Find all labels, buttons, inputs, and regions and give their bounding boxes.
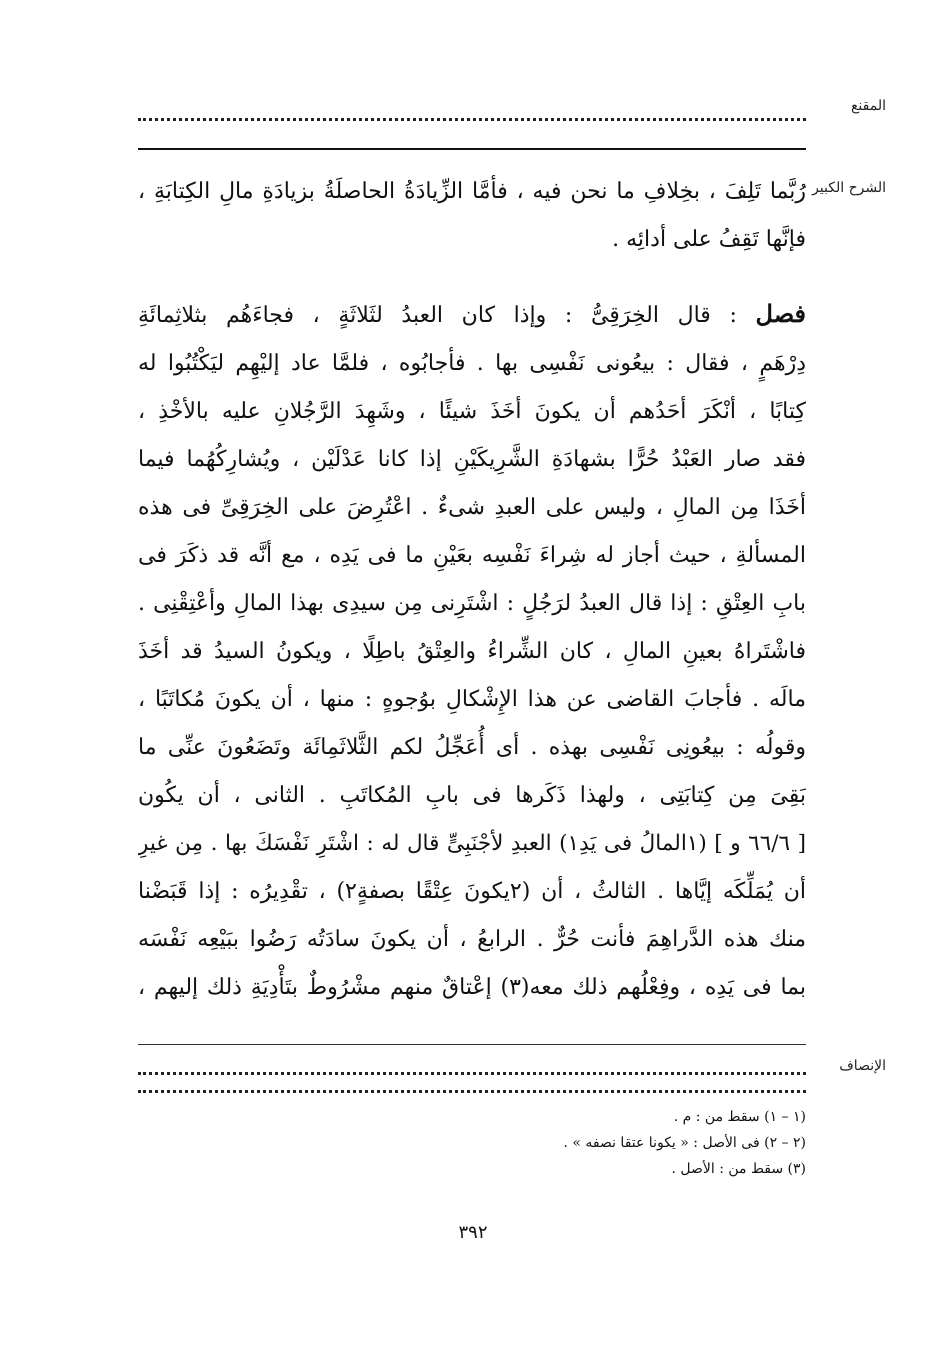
section-line bbox=[138, 290, 806, 340]
footnote: (١ – ١) سقط من : م . bbox=[673, 1109, 806, 1125]
section-heading-word: فصل bbox=[755, 299, 806, 328]
section-line: أن يُمَلِّكَه إيَّاها . الثالثُ ، أن (٢يكونَ عِتْقًا بصفةٍ٢) ، تقْدِيرُه : إذا قَبَضْنا bbox=[138, 879, 806, 904]
section-line: منك هذه الدَّراهِمَ فأنت حُرٌّ . الرابعُ ، أن يكونَ سادَتُه رَضُوا ببَيْعِه نَفْسَه bbox=[138, 927, 806, 952]
section-line: بابِ العِتْقِ : إذا قال العبدُ لرَجُلٍ : اشْتَرِنى مِن سيدِى بهذا المالِ وأعْتِقْنِى . bbox=[138, 591, 806, 616]
section-line: بما فى يَدِه ، وفِعْلُهم ذلك معه(٣) إعْتاقٌ منهم مشْرُوطٌ بتَأْدِيَةِ ذلك إليهم ، bbox=[138, 975, 806, 1000]
footnote: (٢ – ٢) فى الأصل : « يكونا عتقا نصفه » . bbox=[563, 1135, 806, 1151]
section-line: فقد صار العَبْدُ حُرًّا بشهادَةِ الشَّرِيكَيْنِ إذا كانا عَدْلَيْن ، ويُشارِكُهُما فيما bbox=[138, 447, 806, 472]
commentary-text bbox=[138, 168, 806, 264]
footnotes bbox=[306, 1104, 806, 1182]
section-line: المسألةِ ، حيث أجاز له شِراءَ نَفْسِه بعَيْنِ ما فى يَدِه ، مع أنَّه قد ذكَرَ فى bbox=[138, 543, 806, 568]
section-line: أخَذَا مِن المالِ ، وليس على العبدِ شىءٌ . اعْتُرِضَ على الخِرَقِىِّ فى هذه bbox=[138, 495, 806, 520]
header-solid-rule bbox=[138, 148, 806, 150]
header-dotted-rule bbox=[138, 118, 806, 121]
footnote: (٣) سقط من : الأصل . bbox=[671, 1161, 806, 1177]
section-line: كِتابًا ، أنْكَرَ أحَدُهم أن يكونَ أخَذَ شيئًا ، وشَهِدَ الرَّجُلانِ عليه بالأخْذِ ، bbox=[138, 399, 806, 424]
page-number: ٣٩٢ bbox=[458, 1222, 488, 1243]
insaf-dotted-rule bbox=[138, 1072, 806, 1075]
running-title: المقنع bbox=[850, 98, 886, 114]
commentary-line: رُبَّما تَلِفَ ، بخِلافِ ما نحن فيه ، فأمَّا الزِّيادَةُ الحاصلَةُ بزيادَةِ مالِ الكِتابَةِ ، bbox=[138, 179, 806, 204]
section-line: بَقِىَ مِن كِتابَتِى ، ولهذا ذَكَرها فى بابِ المُكاتَبِ . الثانى ، أن يكُون bbox=[138, 783, 806, 808]
section-line-text: : قال الخِرَقِىُّ : وإذا كان العبدُ لثَلاثَةٍ ، فجاءَهُم بثلاثِمائَةِ bbox=[138, 303, 737, 328]
commentary-label: الشرح الكبير bbox=[812, 180, 886, 196]
insaf-label: الإنصاف bbox=[839, 1058, 886, 1074]
section-line: [ ٦٦/٦ و ] (١المالُ فى يَدِ١) العبدِ لأجْنَبِىٍّ قال له : اشْتَرِ نَفْسَكَ بها . مِن غيرِ bbox=[138, 831, 806, 856]
section-text bbox=[138, 290, 806, 1012]
section-line: مالَه . فأجابَ القاضى عن هذا الإِشْكالِ بوُجوهٍ : منها ، أن يكونَ مُكاتَبًا ، bbox=[138, 687, 806, 712]
section-line: فاشْتَراهُ بعينِ المالِ ، كان الشِّراءُ والعِتْقُ باطِلًا ، ويكونُ السيدُ قد أخَذَ bbox=[138, 639, 806, 664]
section-line: دِرْهَمٍ ، فقال : بيعُونى نَفْسِى بها . فأجابُوه ، فلمَّا عاد إليْهِم ليَكْتُبُوا له bbox=[138, 351, 806, 376]
section-line: وقولُه : بيعُونِى نَفْسِى بهذه . أى أُعَجِّلُ لكم الثَّلاثَمِائَة وتَضَعُونَ عنِّى ما bbox=[138, 735, 806, 760]
commentary-line: فإنَّها تَقِفُ على أدائِه . bbox=[612, 227, 806, 252]
insaf-separator-rule bbox=[138, 1044, 806, 1045]
insaf-dotted-rule-2 bbox=[138, 1090, 806, 1093]
